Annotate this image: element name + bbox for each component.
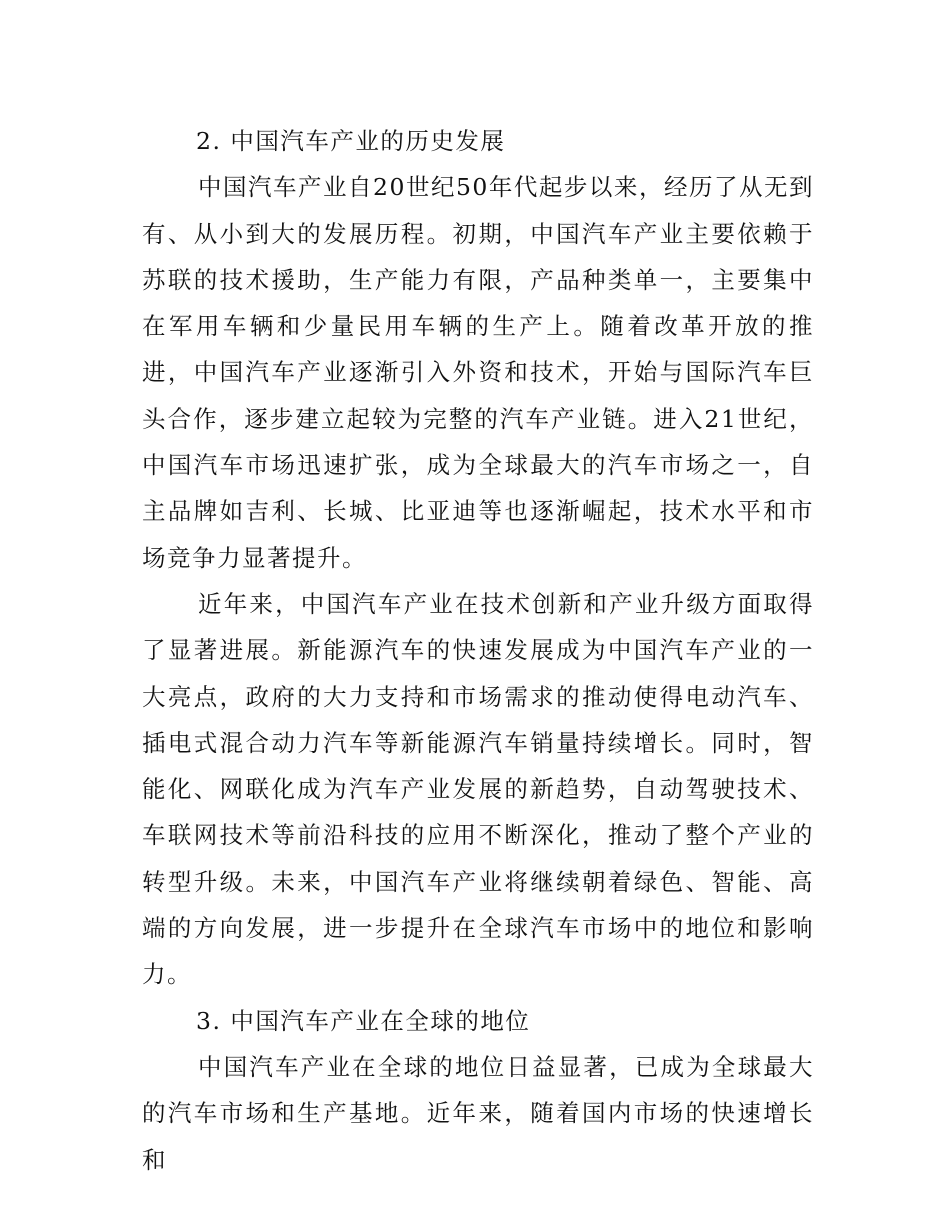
- paragraph-history-origins: 中国汽车产业自20世纪50年代起步以来，经历了从无到有、从小到大的发展历程。初期，中国汽车产业主要依赖于苏联的技术援助，生产能力有限，产品种类单一，主要集中在军用车辆和少量民用车辆的生产上。随着改革开放的推进，中国汽车产业逐渐引入外资和技术，开始与国际汽车巨头合作，逐步建立起较为完整的汽车产业链。进入21世纪，中国汽车市场迅速扩张，成为全球最大的汽车市场之一，自主品牌如吉利、长城、比亚迪等也逐渐崛起，技术水平和市场竞争力显著提升。: [142, 173, 814, 572]
- section-heading-global-position: 3. 中国汽车产业在全球的地位: [196, 1006, 531, 1035]
- paragraph-history-recent: 近年来，中国汽车产业在技术创新和产业升级方面取得了显著进展。新能源汽车的快速发展成为中国汽车产业的一大亮点，政府的大力支持和市场需求的推动使得电动汽车、插电式混合动力汽车等新能源汽车销量持续增长。同时，智能化、网联化成为汽车产业发展的新趋势，自动驾驶技术、车联网技术等前沿科技的应用不断深化，推动了整个产业的转型升级。未来，中国汽车产业将继续朝着绿色、智能、高端的方向发展，进一步提升在全球汽车市场中的地位和影响力。: [142, 589, 814, 989]
- paragraph-global-position: 中国汽车产业在全球的地位日益显著，已成为全球最大的汽车市场和生产基地。近年来，随着国内市场的快速增长和: [142, 1052, 814, 1174]
- section-heading-history: 2. 中国汽车产业的历史发展: [196, 127, 506, 155]
- document-body: [142, 118, 814, 1183]
